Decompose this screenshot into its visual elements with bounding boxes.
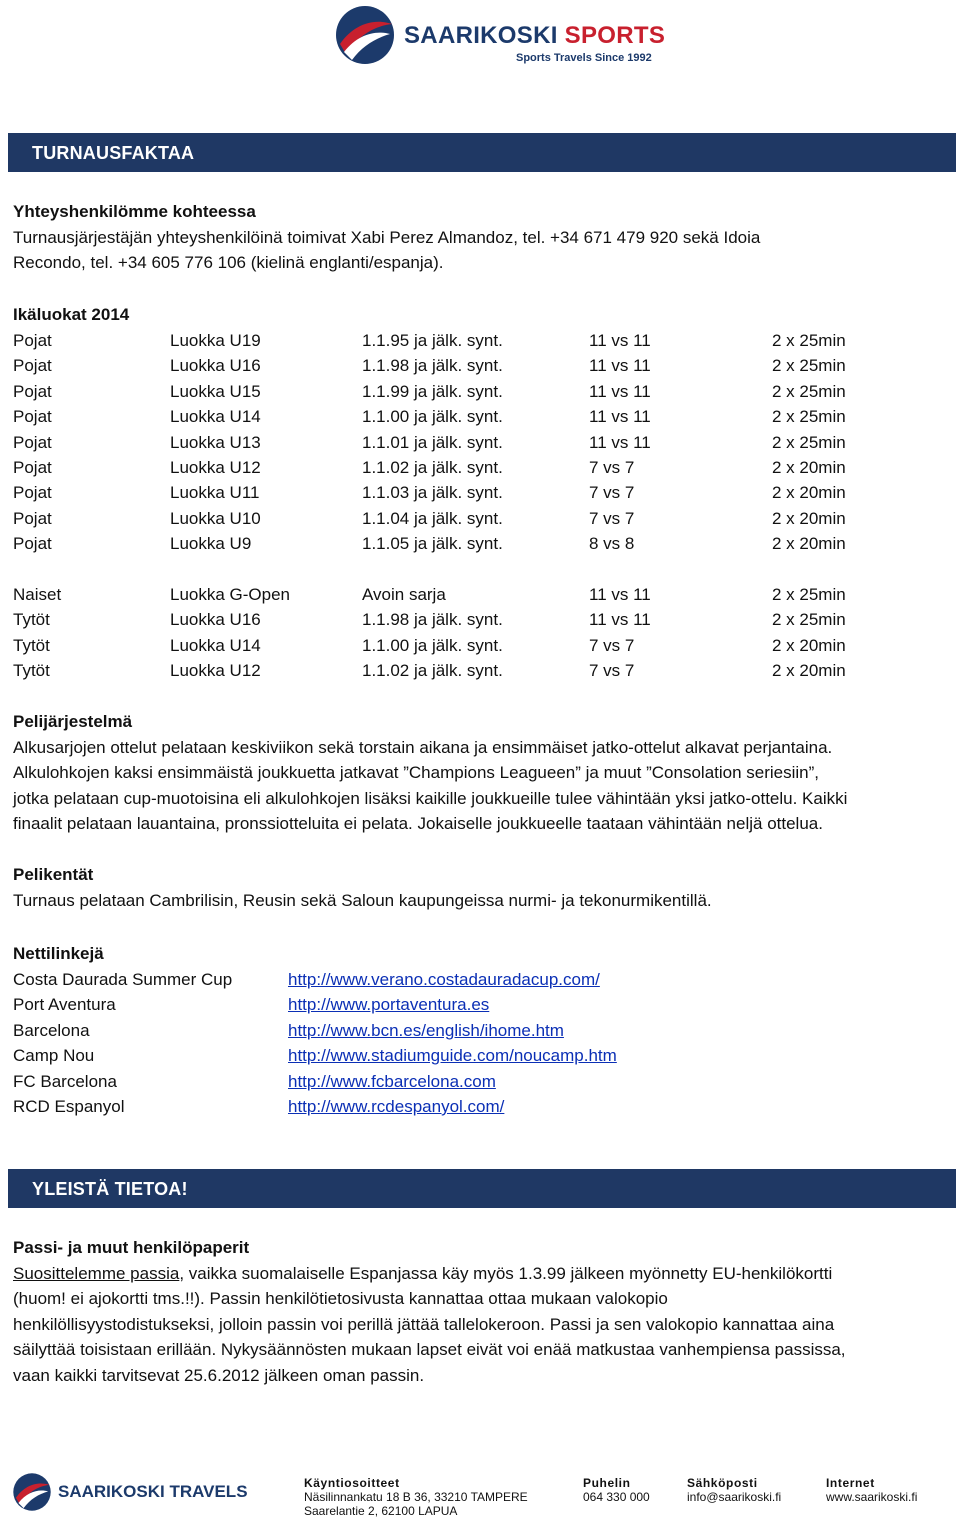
age-class-cell: 1.1.02 ja jälk. synt. [362, 458, 503, 478]
logo-swoosh-icon [334, 4, 396, 66]
age-class-cell: 2 x 20min [772, 635, 846, 655]
age-class-cell: 1.1.98 ja jälk. synt. [362, 610, 503, 630]
link-label: Barcelona [13, 1020, 90, 1040]
passport-line: vaan kaikki tarvitsevat 25.6.2012 jälkeen oman passin. [13, 1365, 425, 1385]
age-class-row [13, 455, 846, 480]
age-class-cell: 2 x 20min [772, 483, 846, 503]
age-class-cell: 11 vs 11 [589, 407, 651, 427]
footer-phone [583, 1476, 650, 1504]
fields-section [13, 862, 945, 913]
footer-address [304, 1476, 528, 1518]
passport-line: (huom! ei ajokortti tms.!!). Passin henkilötietosivusta kannattaa ottaa mukaan valokopio [13, 1289, 668, 1309]
age-class-cell: 1.1.01 ja jälk. synt. [362, 432, 503, 452]
logo-brand-text: SAARIKOSKI SPORTS [404, 22, 666, 49]
age-class-cell: 11 vs 11 [589, 331, 651, 350]
age-class-cell: 2 x 25min [772, 610, 846, 630]
age-class-cell: 2 x 20min [772, 508, 846, 528]
footer-address-heading: Käyntiosoitteet [304, 1476, 400, 1490]
age-class-cell: Pojat [13, 331, 52, 350]
link-label: Camp Nou [13, 1046, 95, 1066]
age-class-cell: 1.1.99 ja jälk. synt. [362, 381, 503, 401]
footer-web [826, 1476, 917, 1504]
age-class-row [13, 506, 846, 531]
age-class-cell: 2 x 20min [772, 534, 846, 554]
passport-line: Suosittelemme passia, vaikka suomalaiselle Espanjassa käy myös 1.3.99 jälkeen myönnetty EU-henkilökortti [13, 1264, 833, 1283]
link-row [13, 1094, 617, 1119]
contact-line: Recondo, tel. +34 605 776 106 (kielinä englanti/espanja). [13, 253, 444, 273]
age-class-cell: Avoin sarja [362, 585, 446, 605]
link-row [13, 1069, 617, 1094]
age-classes-heading: Ikäluokat 2014 [13, 305, 130, 324]
age-class-row [13, 379, 846, 404]
age-class-cell: Luokka U16 [170, 356, 261, 376]
age-class-row [13, 633, 846, 658]
links-table [13, 967, 617, 1119]
age-class-row [13, 430, 846, 455]
section-banner-yleista-tietoa [8, 1169, 956, 1208]
logo-tagline: Sports Travels Since 1992 [516, 52, 652, 64]
age-class-cell: Luokka U13 [170, 432, 261, 452]
age-class-cell: Luokka U11 [170, 483, 260, 503]
passport-line: säilyttää toisistaan erillään. Nykysäännösten mukaan lapset eivät voi enää matkustaa vanhempiensa passissa, [13, 1340, 846, 1360]
footer-address-line: Saarelantie 2, 62100 LAPUA [304, 1504, 458, 1518]
age-class-cell: 7 vs 7 [589, 661, 635, 681]
link-row [13, 1018, 617, 1043]
link-url[interactable]: http://www.portaventura.es [288, 995, 490, 1015]
table-spacer-row [13, 557, 846, 582]
contact-section [13, 199, 945, 276]
age-class-cell: 8 vs 8 [589, 534, 635, 554]
link-url[interactable]: http://www.stadiumguide.com/noucamp.htm [288, 1046, 617, 1066]
age-class-cell: Pojat [13, 407, 52, 427]
age-class-cell: 1.1.04 ja jälk. synt. [362, 508, 503, 528]
logo-swoosh-icon [12, 1472, 52, 1512]
age-class-cell: 7 vs 7 [589, 635, 635, 655]
footer-phone-heading: Puhelin [583, 1476, 631, 1490]
age-class-cell: Tytöt [13, 635, 50, 655]
link-label: RCD Espanyol [13, 1097, 125, 1117]
passport-recommendation: Suosittelemme passia [13, 1264, 180, 1283]
age-class-cell: 11 vs 11 [589, 432, 651, 452]
contact-heading: Yhteyshenkilömme kohteessa [13, 202, 256, 221]
passport-heading: Passi- ja muut henkilöpaperit [13, 1238, 250, 1257]
age-class-cell: Luokka U19 [170, 331, 261, 350]
footer-logo-text: SAARIKOSKI TRAVELS [58, 1482, 248, 1501]
link-url[interactable]: http://www.fcbarcelona.com [288, 1071, 496, 1091]
link-url[interactable]: http://www.rcdespanyol.com/ [288, 1097, 505, 1117]
age-class-cell: 11 vs 11 [589, 381, 651, 401]
age-class-cell: Tytöt [13, 661, 50, 681]
age-class-cell: 1.1.03 ja jälk. synt. [362, 483, 503, 503]
age-class-cell: Luokka U10 [170, 508, 261, 528]
age-class-cell: Luokka U14 [170, 407, 261, 427]
age-class-cell: 1.1.02 ja jälk. synt. [362, 661, 503, 681]
link-url[interactable]: http://www.verano.costadauradacup.com/ [288, 970, 600, 989]
age-class-cell: 11 vs 11 [589, 610, 651, 630]
age-class-row [13, 607, 846, 632]
age-class-cell: 1.1.00 ja jälk. synt. [362, 635, 503, 655]
link-label: FC Barcelona [13, 1071, 117, 1091]
age-class-cell: Luokka U9 [170, 534, 252, 554]
age-class-cell: 1.1.05 ja jälk. synt. [362, 534, 503, 554]
age-class-cell: Luokka U12 [170, 661, 261, 681]
footer-email-value[interactable]: info@saarikoski.fi [687, 1490, 782, 1504]
age-class-cell: Pojat [13, 458, 52, 478]
age-class-row [13, 582, 846, 607]
age-class-cell: Pojat [13, 508, 52, 528]
game-system-line: Alkusarjojen ottelut pelataan keskiviikon sekä torstain aikana ja ensimmäiset jatko-ottelut alkavat perjantaina. [13, 738, 833, 757]
age-class-cell: 1.1.98 ja jälk. synt. [362, 356, 503, 376]
age-class-cell: Luokka U12 [170, 458, 261, 478]
link-row [13, 992, 617, 1017]
age-class-cell: Pojat [13, 432, 52, 452]
age-class-cell: Pojat [13, 381, 52, 401]
age-class-row [13, 531, 846, 556]
link-row [13, 967, 617, 992]
age-class-cell: Naiset [13, 585, 62, 605]
age-class-cell: 2 x 20min [772, 458, 846, 478]
saarikoski-sports-logo [334, 2, 664, 74]
footer-address-line: Näsilinnankatu 18 B 36, 33210 TAMPERE [304, 1490, 528, 1504]
age-class-cell: 2 x 25min [772, 381, 846, 401]
link-url[interactable]: http://www.bcn.es/english/ihome.htm [288, 1020, 564, 1040]
fields-heading: Pelikentät [13, 865, 94, 884]
saarikoski-travels-logo [12, 1470, 247, 1520]
fields-line: Turnaus pelataan Cambrilisin, Reusin sekä Saloun kaupungeissa nurmi- ja tekonurmikentillä. [13, 891, 712, 910]
age-class-cell: 2 x 25min [772, 432, 846, 452]
age-class-cell: Pojat [13, 356, 52, 376]
banner-title: YLEISTÄ TIETOA! [32, 1179, 188, 1199]
age-class-cell: Luokka U16 [170, 610, 261, 630]
passport-line: henkilöllisyystodistukseksi, jolloin passin voi perillä jättää tallelokeroon. Passi ja sen valokopio kannattaa aina [13, 1314, 835, 1334]
age-class-cell: 2 x 25min [772, 585, 846, 605]
links-heading: Nettilinkejä [13, 944, 104, 963]
link-label: Costa Daurada Summer Cup [13, 970, 233, 989]
age-class-cell: 2 x 25min [772, 356, 846, 376]
age-class-cell: 11 vs 11 [589, 585, 651, 605]
footer-email [687, 1476, 781, 1504]
age-class-cell: 2 x 25min [772, 331, 846, 350]
age-class-row [13, 658, 846, 683]
age-classes-table [13, 328, 846, 684]
link-label: Port Aventura [13, 995, 116, 1015]
age-class-cell: 7 vs 7 [589, 483, 635, 503]
age-class-cell: Pojat [13, 534, 52, 554]
age-class-cell: 11 vs 11 [589, 356, 651, 376]
age-class-cell: 1.1.95 ja jälk. synt. [362, 331, 503, 350]
link-row [13, 1043, 617, 1068]
age-class-cell: 7 vs 7 [589, 508, 635, 528]
age-class-row [13, 328, 846, 353]
contact-line: Turnausjärjestäjän yhteyshenkilöinä toimivat Xabi Perez Almandoz, tel. +34 671 479 920 sekä Idoia [13, 228, 761, 247]
age-class-row [13, 404, 846, 429]
age-class-cell: Luokka U15 [170, 381, 261, 401]
age-class-cell: Pojat [13, 483, 52, 503]
game-system-line: finaalit pelataan lauantaina, pronssiotteluita ei pelata. Jokaiselle joukkueelle taataan vähintään neljä ottelua. [13, 814, 823, 834]
game-system-section [13, 709, 945, 837]
game-system-line: Alkulohkojen kaksi ensimmäistä joukkuetta jatkavat ”Champions Leagueen” ja muut ”Consolation seriesiin”, [13, 763, 820, 783]
age-class-cell: Tytöt [13, 610, 50, 630]
age-class-row [13, 480, 846, 505]
age-class-cell: Luokka U14 [170, 635, 261, 655]
age-class-row [13, 353, 846, 378]
footer-web-value[interactable]: www.saarikoski.fi [826, 1490, 918, 1504]
banner-title: TURNAUSFAKTAA [32, 143, 195, 163]
section-banner-turnausfaktaa [8, 133, 956, 172]
footer-phone-value: 064 330 000 [583, 1490, 650, 1504]
age-class-cell: 2 x 20min [772, 661, 846, 681]
links-section [13, 941, 945, 1119]
age-class-cell: 7 vs 7 [589, 458, 635, 478]
passport-section [13, 1235, 945, 1388]
footer-web-heading: Internet [826, 1476, 875, 1490]
age-class-cell: 1.1.00 ja jälk. synt. [362, 407, 503, 427]
age-class-cell: 2 x 25min [772, 407, 846, 427]
game-system-line: jotka pelataan cup-muotoisina eli alkulohkojen lisäksi kaikille joukkueille tulee vähintään yksi jatko-ottelu. Kaikki [13, 788, 848, 808]
footer-email-heading: Sähköposti [687, 1476, 758, 1490]
age-class-cell: Luokka G-Open [170, 585, 291, 605]
game-system-heading: Pelijärjestelmä [13, 712, 133, 731]
age-classes-section [13, 302, 945, 684]
